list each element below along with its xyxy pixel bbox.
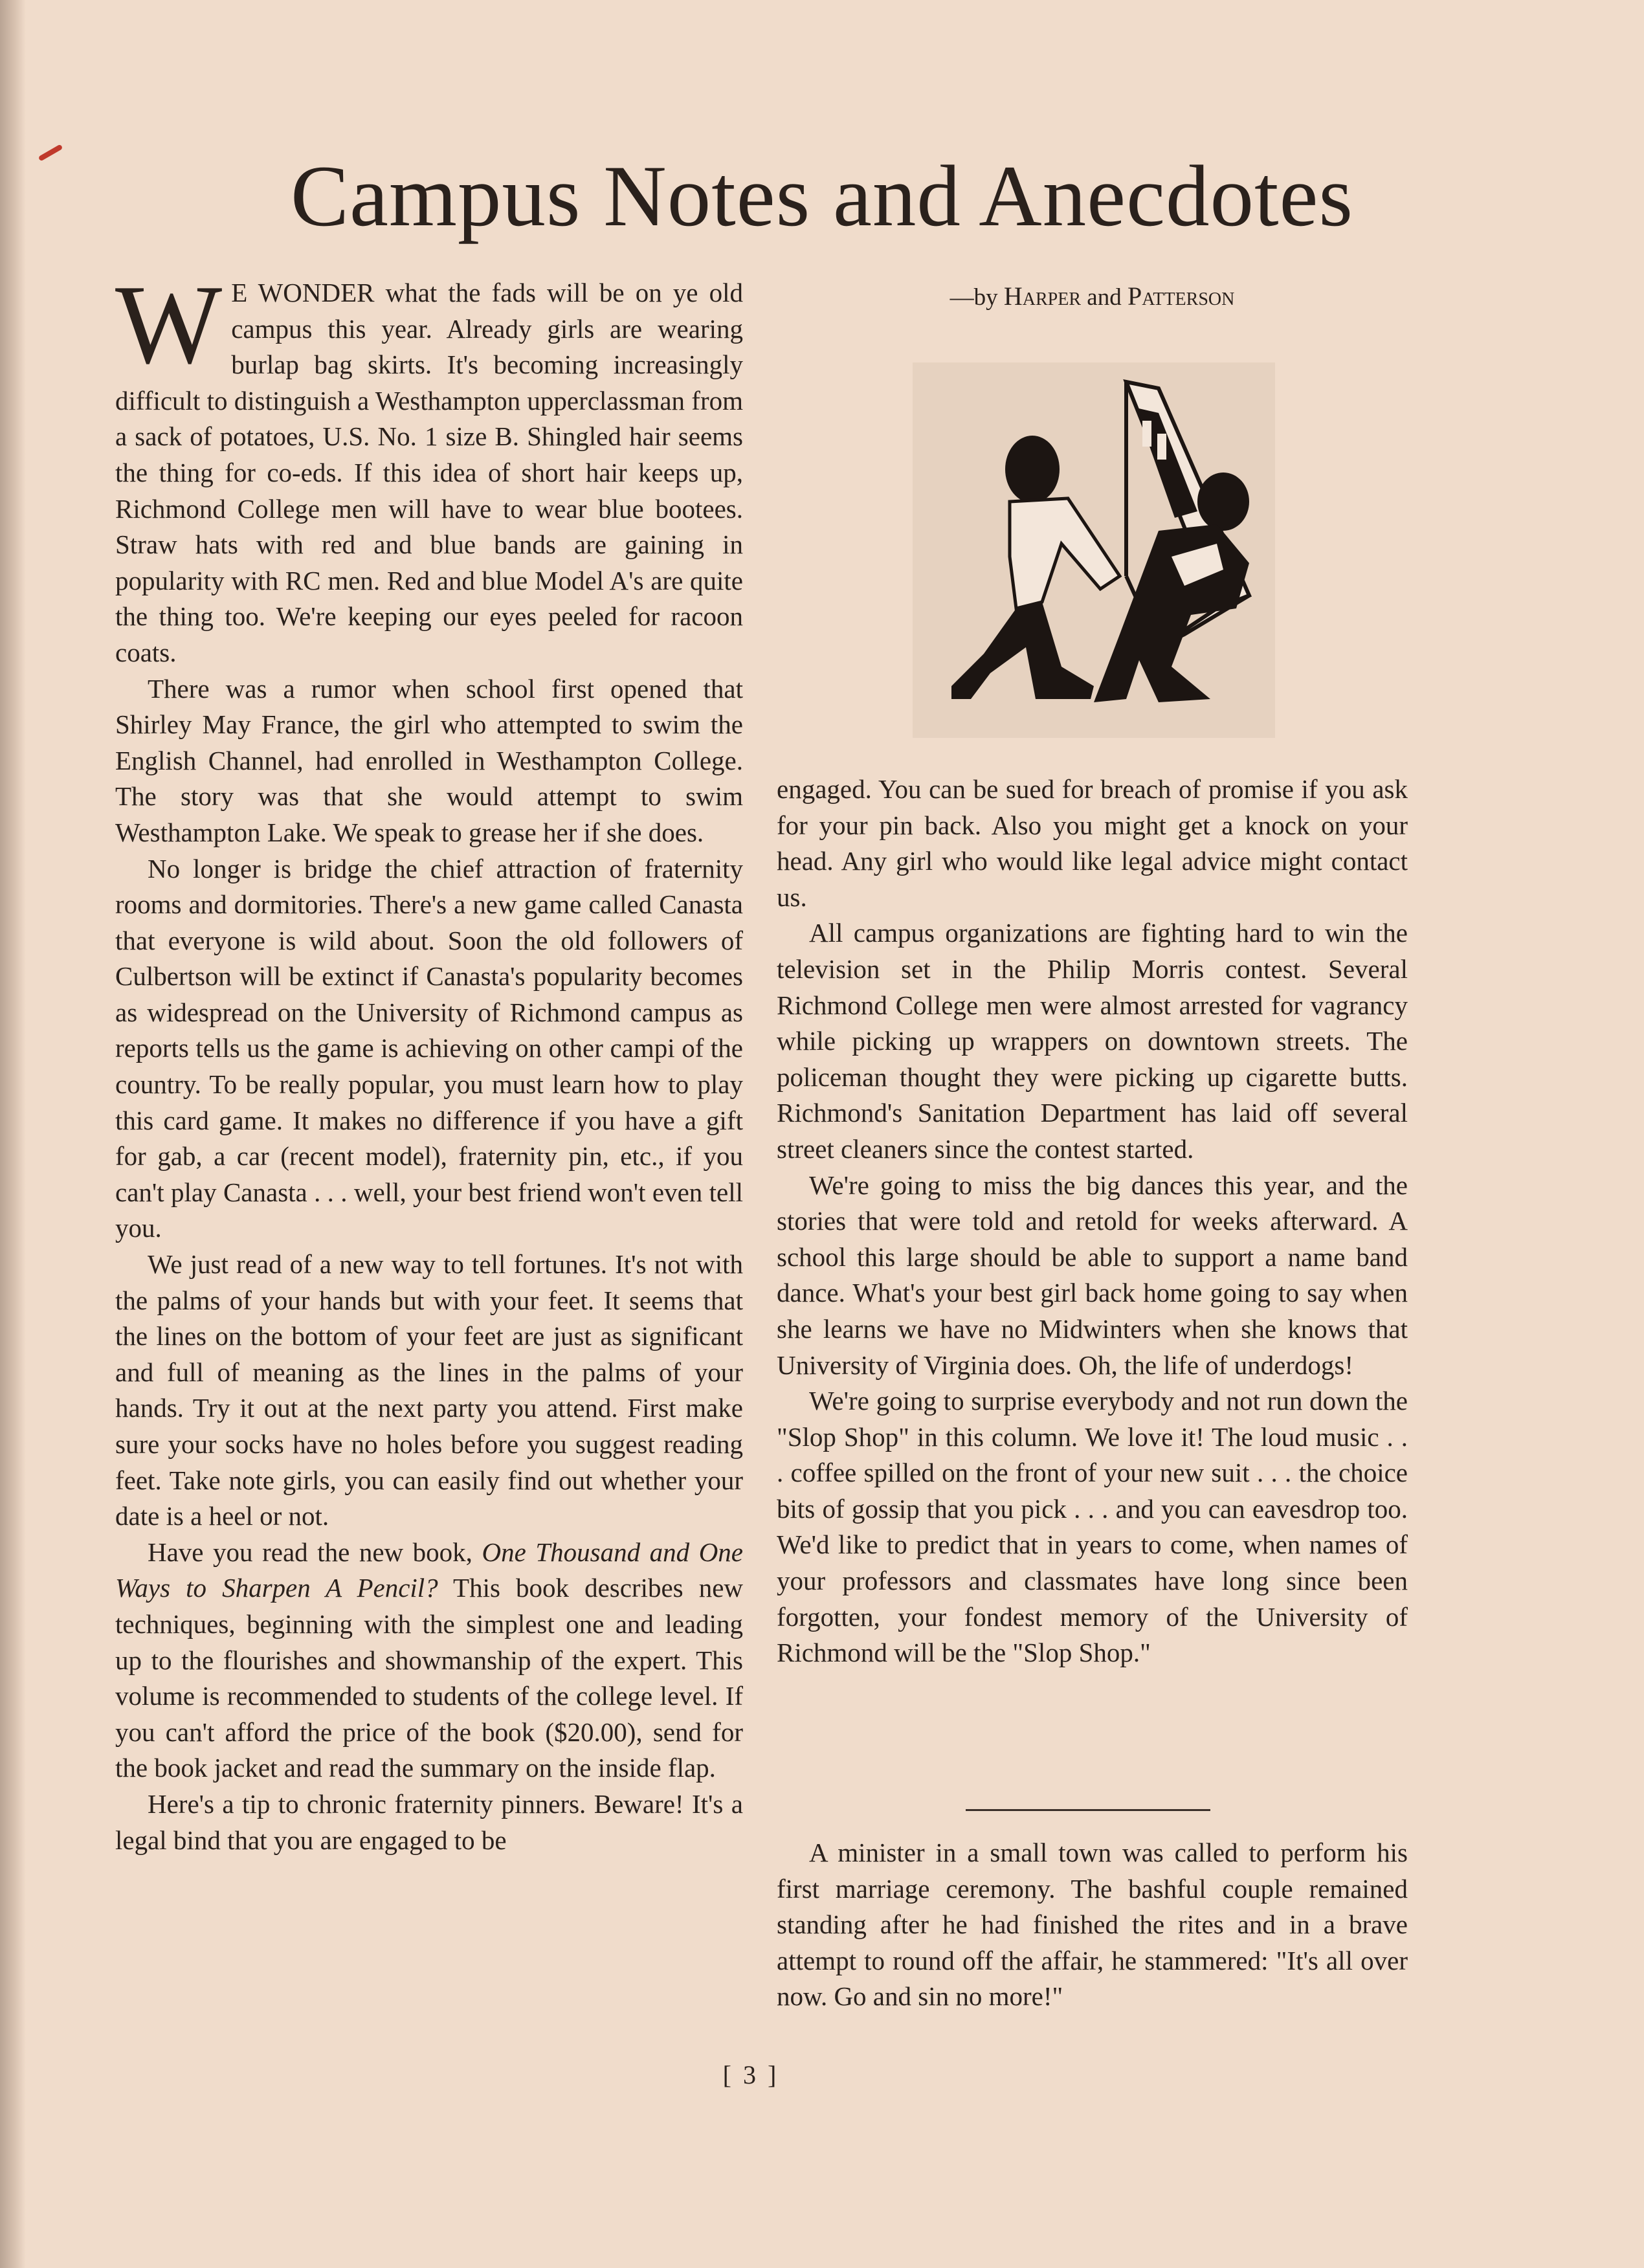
- paragraph-rumor: There was a rumor when school first opened that Shirley May France, the girl who attempted to swim the English Channel, had enrolled in Westhampton College. The story was that she would attempt to swim Westhampton Lake. We speak to grease her if she does.: [115, 673, 743, 847]
- section-divider: [966, 1809, 1210, 1811]
- paragraph-fads: W E WONDER what the fads will be on ye old campus this year. Already girls are wearing burlap bag skirts. It's becoming increasingly difficult to distinguish a Westhampton upperclassman from a sack of potatoes, U.S. No. 1 size B. Shingled hair seems the thing for co-eds. If this idea of short hair keeps up, Richmond College men will have to wear blue bootees. Straw hats with red and blue bands are gaining in popularity with RC men. Red and blue Model A's are quite the thing too. We're keeping our eyes peeled for racoon coats.: [115, 261, 743, 667]
- byline-and: and: [1081, 284, 1127, 311]
- paragraph-dances: We're going to miss the big dances this year, and the stories that were told and retold for weeks afterward. A school this large should be able to support a name band dance. What's your best girl back home going to say when she learns we have no Midwinters when she knows that University of Virginia does. Oh, the life of underdogs!: [777, 1170, 1408, 1380]
- paragraph-fortunes: We just read of a new way to tell fortunes. It's not with the palms of your hands but with your feet. It seems that the lines on the bottom of your feet are just as significant and full of meaning as the lines in the palms of your hands. Try it out at the next party you attend. First make sure your socks have no holes before you suggest reading feet. Take note girls, you can easily find out whether your date is a heel or not.: [115, 1249, 743, 1531]
- byline: [777, 281, 1408, 311]
- author-patterson: Patterson: [1127, 282, 1235, 311]
- piano-movers-drawing: [913, 362, 1275, 738]
- byline-prefix: —by: [950, 284, 1004, 311]
- paragraph-slop-shop: We're going to surprise everybody and not run down the "Slop Shop" in this column. We love it! The loud music . . . coffee spilled on the front of your new suit . . . the choice bits of gossip that you pick . . . and you can eavesdrop too. We'd like to predict that in years to come, when names of your professors and classmates have long since been forgotten, your fondest memory of the University of Richmond will be the "Slop Shop.": [777, 1386, 1408, 1668]
- book-title: One Thousand and One Ways to Sharpen A Pencil?: [115, 1537, 743, 1603]
- left-column: [115, 261, 743, 1858]
- paragraph-engaged: engaged. You can be sued for breach of promise if you ask for your pin back. Also you might get a knock on your head. Any girl who would like legal advice might contact us.: [777, 774, 1408, 912]
- drop-cap: W: [115, 261, 223, 387]
- right-column: [777, 772, 1408, 1671]
- paragraph-philip-morris: All campus organizations are fighting hard to win the television set in the Philip Morris contest. Several Richmond College men were almost arrested for vagrancy while picking up wrappers on downtown streets. The policeman thought they were picking up cigarette butts. Richmond's Sanitation Department has laid off several street cleaners since the contest started.: [777, 918, 1408, 1164]
- anecdote-block: [777, 1835, 1408, 2015]
- paragraph-minister: A minister in a small town was called to perform his first marriage ceremony. The bashful couple remained standing after he had finished the rites and in a brave attempt to round off the affair, he stammered: "It's all over now. Go and sin no more!": [777, 1838, 1408, 2012]
- red-pencil-mark: [38, 144, 63, 162]
- paragraph-book: Have you read the new book, One Thousand and One Ways to Sharpen A Pencil? This book describes new techniques, beginning with the simplest one and leading up to the flourishes and showmanship of the expert. This volume is recommended to students of the college level. If you can't afford the price of the book ($20.00), send for the book jacket and read the summary on the inside flap.: [115, 1537, 743, 1783]
- author-harper: Harper: [1003, 282, 1082, 311]
- lead-in: E WONDER: [231, 278, 375, 307]
- page-number: [ 3 ]: [722, 2060, 779, 2089]
- page-title: Campus Notes and Anecdotes: [291, 148, 1353, 245]
- left-mover-figure: [951, 436, 1120, 699]
- illustration-men-carrying-piano: [913, 362, 1275, 738]
- page-binding-edge: [0, 0, 26, 2268]
- paragraph-canasta: No longer is bridge the chief attraction of fraternity rooms and dormitories. There's a new game called Canasta that everyone is wild about. Soon the old followers of Culbertson will be extinct if Canasta's popularity becomes as widespread on the University of Richmond campus as reports tells us the game is achieving on other campi of the country. To be really popular, you must learn how to play this card game. It makes no difference if you have a gift for gab, a car (recent model), fraternity pin, etc., if you can't play Canasta . . . well, your best friend won't even tell you.: [115, 853, 743, 1243]
- paragraph-pinners: Here's a tip to chronic fraternity pinners. Beware! It's a legal bind that you are engaged to be: [115, 1788, 743, 1855]
